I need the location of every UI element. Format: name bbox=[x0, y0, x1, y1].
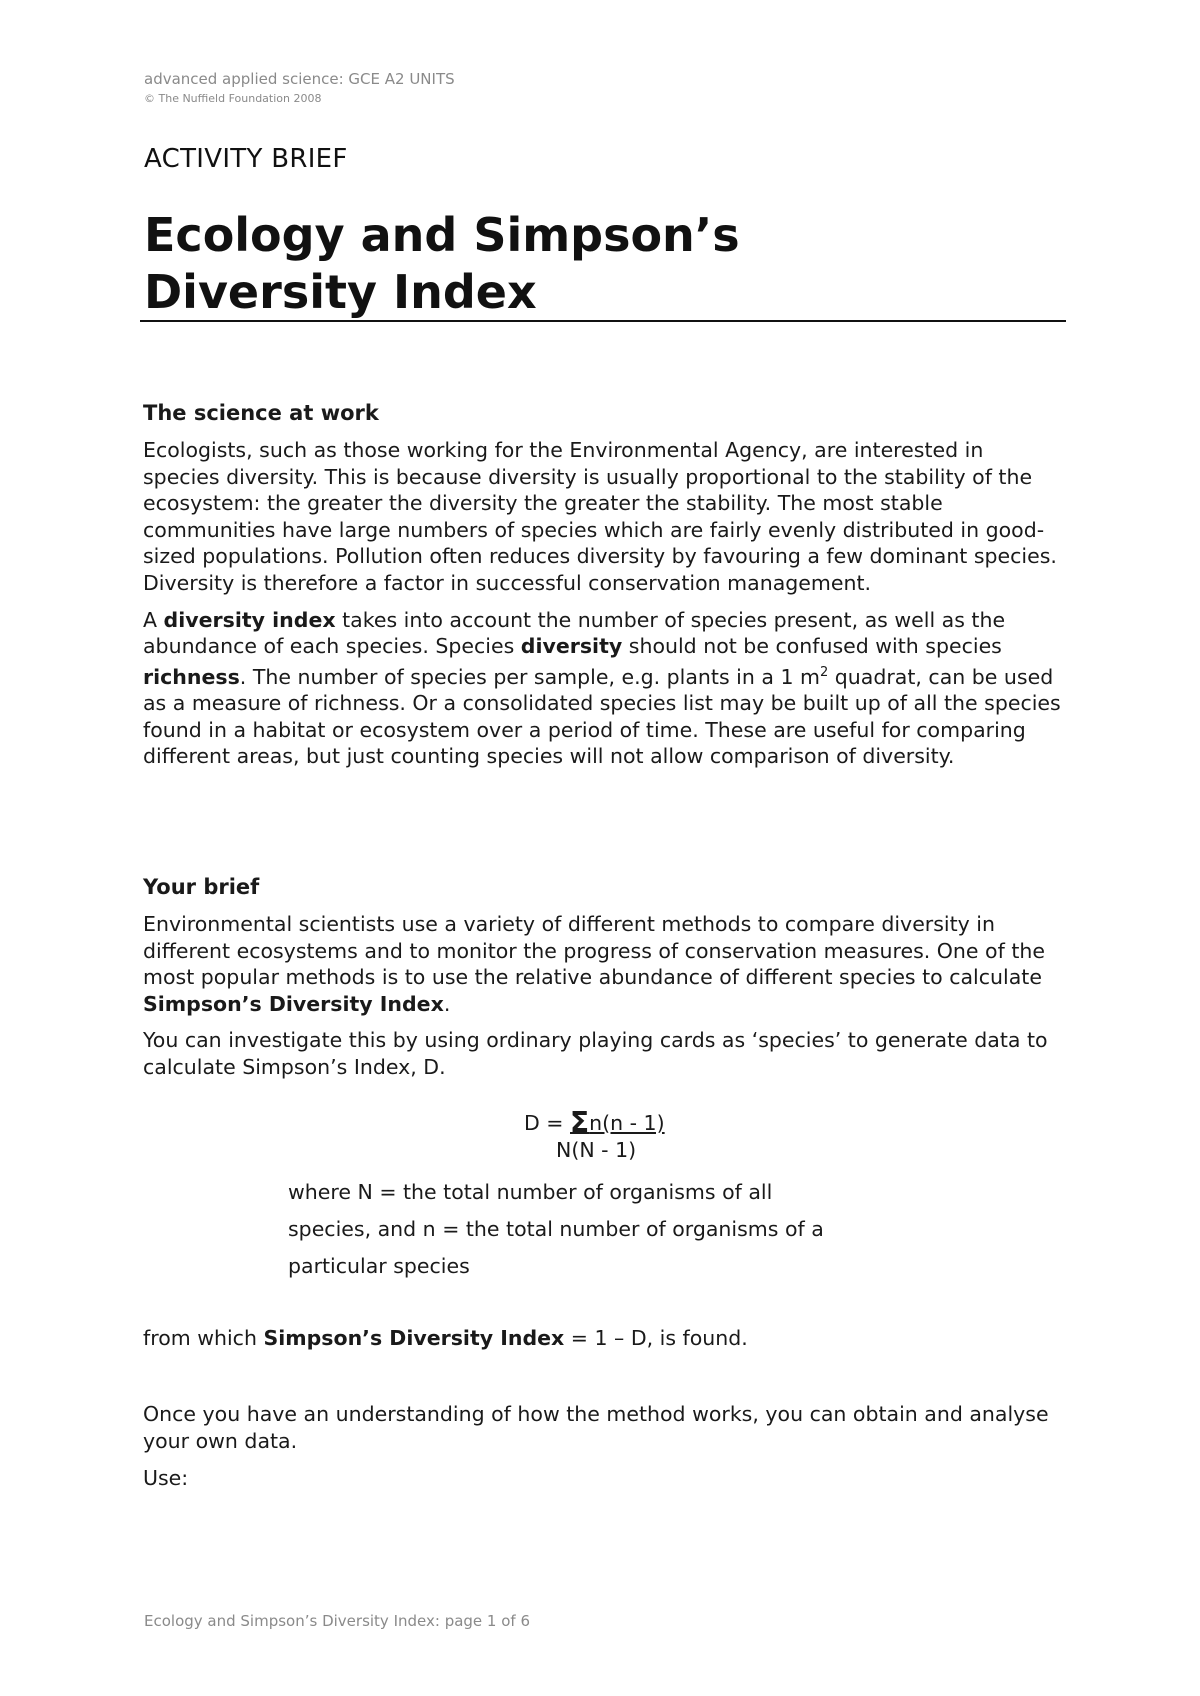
page-footer: Ecology and Simpson’s Diversity Index: page 1 of 6 bbox=[144, 1612, 531, 1630]
explanation-line-1: where N = the total number of organisms of all bbox=[288, 1180, 773, 1204]
text-run: = 1 – D, is found. bbox=[564, 1326, 748, 1350]
science-paragraph-1: Ecologists, such as those working for the Environmental Agency, are interested in species diversity. This is because diversity is usually proportional to the stability of the ecosystem: the greater the diversity the greater the stability. The most stable communities have large numbers of species which are fairly evenly distributed in good-sized populations. Pollution often reduces diversity by favouring a few dominant species. Diversity is therefore a factor in successful conservation management. bbox=[143, 438, 1057, 595]
text-run: quadrat, can be used as a measure of richness. Or a consolidated species list may be built up of all the species found in a habitat or ecosystem over a period of time. These are useful for comparing different areas, but just counting species will not allow comparison of diversity. bbox=[143, 664, 1061, 769]
text-run: Environmental scientists use a variety of different methods to compare diversity in different ecosystems and to monitor the progress of conservation measures. One of the most popular methods is to use the relative abundance of different species to calculate bbox=[143, 912, 1045, 990]
closing-paragraph: Once you have an understanding of how the method works, you can obtain and analyse your own data. bbox=[143, 1402, 1049, 1453]
term-simpsons-index: Simpson’s Diversity Index bbox=[143, 991, 444, 1016]
text-run: should not be confused with species bbox=[622, 634, 1002, 659]
header-copyright: © The Nuffield Foundation 2008 bbox=[144, 92, 322, 105]
text-run: . bbox=[443, 991, 451, 1016]
brief-paragraph-2: You can investigate this by using ordinary playing cards as ‘species’ to generate data to calculate Simpson’s Index, D. bbox=[143, 1028, 1048, 1079]
science-section bbox=[143, 400, 1063, 780]
text-run: A bbox=[143, 607, 164, 632]
brief-section bbox=[143, 874, 1063, 1091]
title-line-2: Diversity Index bbox=[144, 265, 537, 319]
brief-heading: Your brief bbox=[143, 875, 260, 899]
explanation-line-3: particular species bbox=[288, 1254, 470, 1278]
superscript: 2 bbox=[819, 664, 829, 680]
use-label: Use: bbox=[143, 1466, 189, 1490]
sigma-symbol: Σ bbox=[570, 1106, 590, 1139]
formula-lhs: D = bbox=[524, 1111, 570, 1135]
term-diversity: diversity bbox=[520, 634, 623, 659]
explanation-line-2: species, and n = the total number of organisms of a bbox=[288, 1217, 824, 1241]
science-paragraph-2 bbox=[143, 607, 1063, 770]
text-run: . The number of species per sample, e.g. plants in a 1 m bbox=[239, 664, 820, 689]
formula-numerator: n(n - 1) bbox=[589, 1111, 665, 1135]
term-diversity-index: diversity index bbox=[163, 607, 336, 632]
activity-label: ACTIVITY BRIEF bbox=[144, 144, 348, 174]
text-run: from which bbox=[143, 1326, 264, 1350]
title-line-1: Ecology and Simpson’s bbox=[144, 208, 740, 262]
term-simpsons-index: Simpson’s Diversity Index bbox=[263, 1326, 565, 1350]
formula-explanation bbox=[288, 1174, 928, 1285]
page-title bbox=[144, 207, 1064, 321]
science-heading: The science at work bbox=[143, 401, 379, 425]
text-run: takes into account the number of species present, as well as the abundance of each species. Species bbox=[143, 607, 1006, 659]
brief-paragraph-1 bbox=[143, 911, 1063, 1017]
title-divider bbox=[140, 320, 1066, 322]
term-richness: richness bbox=[143, 664, 240, 689]
header-course: advanced applied science: GCE A2 UNITS bbox=[144, 70, 455, 88]
formula-denominator: N(N - 1) bbox=[556, 1138, 637, 1162]
result-line bbox=[143, 1325, 1063, 1352]
formula-numerator-line bbox=[524, 1104, 665, 1137]
